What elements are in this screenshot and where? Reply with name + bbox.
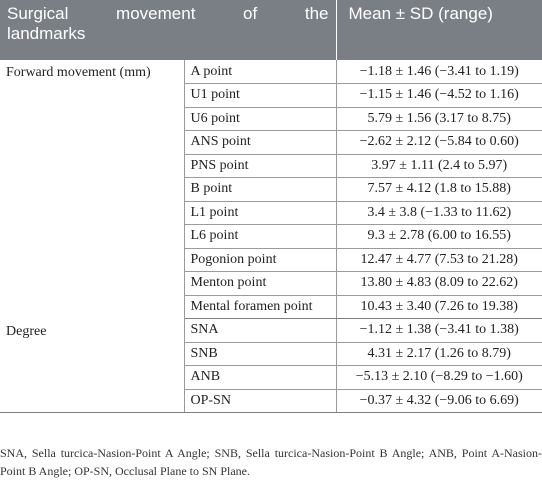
landmark-cell: Menton point bbox=[184, 272, 336, 296]
landmark-cell: L6 point bbox=[184, 225, 336, 249]
value-cell: 3.4 ± 3.8 (−1.33 to 11.62) bbox=[336, 201, 542, 225]
landmark-cell: ANB bbox=[184, 366, 336, 390]
value-cell: 5.79 ± 1.56 (3.17 to 8.75) bbox=[336, 107, 542, 131]
landmark-cell: U1 point bbox=[184, 84, 336, 108]
value-cell: 3.97 ± 1.11 (2.4 to 5.97) bbox=[336, 154, 542, 178]
landmark-cell: ANS point bbox=[184, 131, 336, 155]
table-footnote: SNA, Sella turcica-Nasion-Point A Angle; SNB, Sella turcica-Nasion-Point B Angle; ANB, Point A-Nasion-Point B Angle; OP-SN, Occlusal Plane to SN Plane. bbox=[0, 446, 542, 478]
value-cell: 9.3 ± 2.78 (6.00 to 16.55) bbox=[336, 225, 542, 249]
landmark-cell: L1 point bbox=[184, 201, 336, 225]
landmark-cell: SNA bbox=[184, 319, 336, 343]
landmark-cell: OP-SN bbox=[184, 389, 336, 413]
value-cell: 13.80 ± 4.83 (8.09 to 22.62) bbox=[336, 272, 542, 296]
value-cell: −1.15 ± 1.46 (−4.52 to 1.16) bbox=[336, 84, 542, 108]
header-word: Surgical bbox=[7, 4, 69, 23]
header-line2: landmarks bbox=[7, 24, 86, 43]
group-label: Forward movement (mm) bbox=[0, 60, 184, 319]
header-word: of bbox=[243, 4, 258, 23]
value-cell: 12.47 ± 4.77 (7.53 to 21.28) bbox=[336, 248, 542, 272]
group-label: Degree bbox=[0, 319, 184, 413]
landmark-cell: U6 point bbox=[184, 107, 336, 131]
value-cell: 10.43 ± 3.40 (7.26 to 19.38) bbox=[336, 295, 542, 319]
value-cell: −0.37 ± 4.32 (−9.06 to 6.69) bbox=[336, 389, 542, 413]
header-word: the bbox=[304, 4, 329, 23]
table-header-row bbox=[0, 0, 542, 60]
header-mean-sd: Mean ± SD (range) bbox=[336, 0, 542, 60]
value-cell: −5.13 ± 2.10 (−8.29 to −1.60) bbox=[336, 366, 542, 390]
header-word: movement bbox=[116, 4, 196, 23]
landmark-cell: PNS point bbox=[184, 154, 336, 178]
landmark-cell: Pogonion point bbox=[184, 248, 336, 272]
header-landmarks bbox=[0, 0, 336, 60]
landmark-cell: Mental foramen point bbox=[184, 295, 336, 319]
value-cell: 4.31 ± 2.17 (1.26 to 8.79) bbox=[336, 342, 542, 366]
value-cell: 7.57 ± 4.12 (1.8 to 15.88) bbox=[336, 178, 542, 202]
value-cell: −1.18 ± 1.46 (−3.41 to 1.19) bbox=[336, 60, 542, 84]
value-cell: −2.62 ± 2.12 (−5.84 to 0.60) bbox=[336, 131, 542, 155]
table-row bbox=[0, 60, 542, 84]
value-cell: −1.12 ± 1.38 (−3.41 to 1.38) bbox=[336, 319, 542, 343]
landmark-cell: SNB bbox=[184, 342, 336, 366]
table-row bbox=[0, 319, 542, 343]
landmark-cell: B point bbox=[184, 178, 336, 202]
landmark-cell: A point bbox=[184, 60, 336, 84]
